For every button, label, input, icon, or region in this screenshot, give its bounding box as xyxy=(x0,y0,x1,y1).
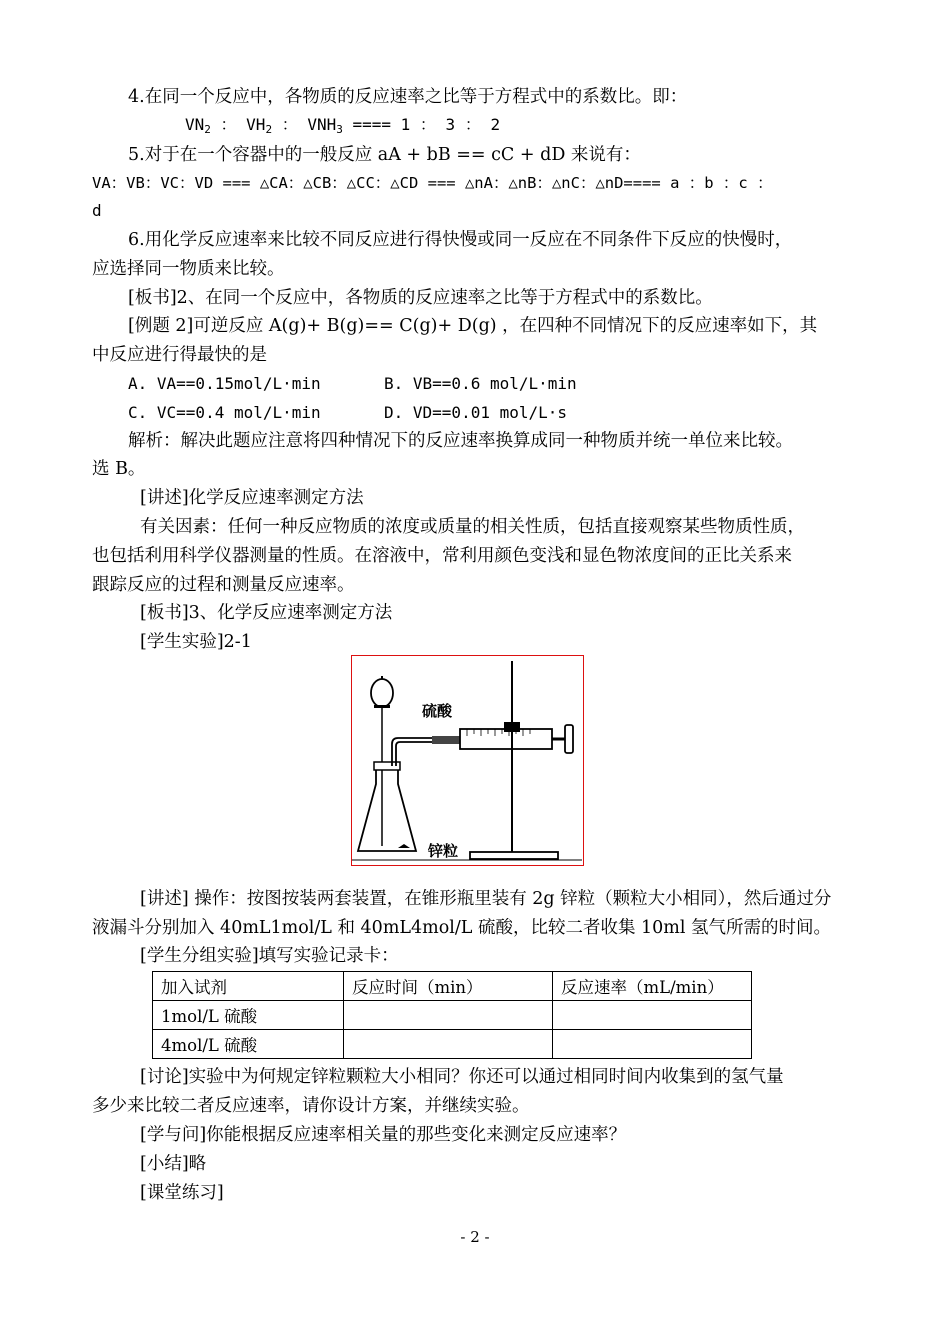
table-row xyxy=(153,1001,752,1030)
student-experiment: [学生实验]2-1 xyxy=(140,632,252,652)
point-5: 5.对于在一个容器中的一般反应 aA + bB == cC + dD 来说有： xyxy=(128,145,641,165)
table-cell: 1mol/L 硫酸 xyxy=(153,1001,344,1030)
label-acid: 硫酸 xyxy=(422,702,453,720)
ratio-part: ： VH xyxy=(210,115,266,134)
label-zinc: 锌粒 xyxy=(428,842,459,860)
funnel-stopcock xyxy=(374,705,390,708)
lecture-method: [讲述]化学反应速率测定方法 xyxy=(140,488,364,508)
option-c: C. VC==0.4 mol/L·min xyxy=(128,403,321,422)
table-cell xyxy=(344,1030,553,1059)
ratio-part: ： VNH xyxy=(272,115,337,134)
table-cell xyxy=(553,1030,752,1059)
conical-flask xyxy=(358,766,416,851)
discussion-cont: 多少来比较二者反应速率，请你设计方案，并继续实验。 xyxy=(92,1096,530,1116)
analysis: 解析：解决此题应注意将四种情况下的反应速率换算成同一种物质并统一单位来比较。 xyxy=(128,431,793,451)
table-cell: 4mol/L 硫酸 xyxy=(153,1030,344,1059)
stand-clamp xyxy=(504,722,520,732)
apparatus-drawing xyxy=(352,656,582,864)
board-note-3: [板书]3、化学反应速率测定方法 xyxy=(140,603,393,623)
table-header: 反应速率（mL/min） xyxy=(553,972,752,1001)
option-a: A. VA==0.15mol/L·min xyxy=(128,374,321,393)
point-6: 6.用化学反应速率来比较不同反应进行得快慢或同一反应在不同条件下反应的快慢时， xyxy=(128,230,793,250)
funnel-bulb xyxy=(371,679,393,707)
delivery-tube-inner xyxy=(396,742,457,766)
option-b: B. VB==0.6 mol/L·min xyxy=(384,374,577,393)
factors-text-3: 跟踪反应的过程和测量反应速率。 xyxy=(92,575,355,595)
table-header: 反应时间（min） xyxy=(344,972,553,1001)
summary: [小结]略 xyxy=(140,1154,207,1174)
table-row xyxy=(153,1030,752,1059)
plunger-handle xyxy=(565,725,573,753)
discussion: [讨论]实验中为何规定锌粒颗粒大小相同？你还可以通过相同时间内收集到的氢气量 xyxy=(140,1067,784,1087)
rubber-joint xyxy=(432,736,462,744)
point-6-cont: 应选择同一物质来比较。 xyxy=(92,259,285,279)
factors-text: 有关因素：任何一种反应物质的浓度或质量的相关性质，包括直接观察某些物质性质， xyxy=(140,517,805,537)
table-header: 加入试剂 xyxy=(153,972,344,1001)
stand-base xyxy=(470,852,558,859)
class-exercise: [课堂练习] xyxy=(140,1183,224,1203)
lecture-operation: [讲述] 操作：按图按装两套装置，在锥形瓶里装有 2g 锌粒（颗粒大小相同），然后通过分 xyxy=(140,889,832,909)
ratio-part: VN xyxy=(185,115,205,134)
board-note-2: [板书]2、在同一个反应中，各物质的反应速率之比等于方程式中的系数比。 xyxy=(128,288,713,308)
option-d: D. VD==0.01 mol/L·s xyxy=(384,403,568,422)
group-experiment: [学生分组实验]填写实验记录卡： xyxy=(140,946,399,966)
ratio-equation xyxy=(185,114,500,141)
factors-text-2: 也包括利用科学仪器测量的性质。在溶液中，常利用颜色变浅和显色物浓度间的正比关系来 xyxy=(92,546,792,566)
example-2-cont: 中反应进行得最快的是 xyxy=(92,345,267,365)
apparatus-figure xyxy=(351,655,584,866)
analysis-answer: 选 B。 xyxy=(92,459,146,479)
ratio-part: ==== 1 ： 3 ： 2 xyxy=(342,115,501,134)
example-2: [例题 2]可逆反应 A(g)+ B(g)== C(g)+ D(g) ，在四种不同情况下的反应速率如下，其 xyxy=(128,316,818,336)
point-4: 4.在同一个反应中，各物质的反应速率之比等于方程式中的系数比。即： xyxy=(128,87,688,107)
page-number: - 2 - xyxy=(460,1228,490,1246)
table-header-row xyxy=(153,972,752,1001)
general-ratio: VA：VB：VC：VD === △CA：△CB：△CC：△CD === △nA：△nB：△nC：△nD==== a ：b ：c ： xyxy=(92,174,773,192)
table-cell xyxy=(344,1001,553,1030)
learn-and-ask: [学与问]你能根据反应速率相关量的那些变化来测定反应速率？ xyxy=(140,1125,627,1145)
lecture-operation-cont: 液漏斗分别加入 40mL1mol/L 和 40mL4mol/L 硫酸，比较二者收集 10ml 氢气所需的时间。 xyxy=(92,918,832,938)
ratio-sub: 3 xyxy=(336,123,343,136)
table-cell xyxy=(553,1001,752,1030)
general-ratio-cont: d xyxy=(92,201,102,220)
ratio-sub: 2 xyxy=(204,123,211,136)
ratio-sub: 2 xyxy=(265,123,273,136)
record-table xyxy=(152,971,752,1059)
